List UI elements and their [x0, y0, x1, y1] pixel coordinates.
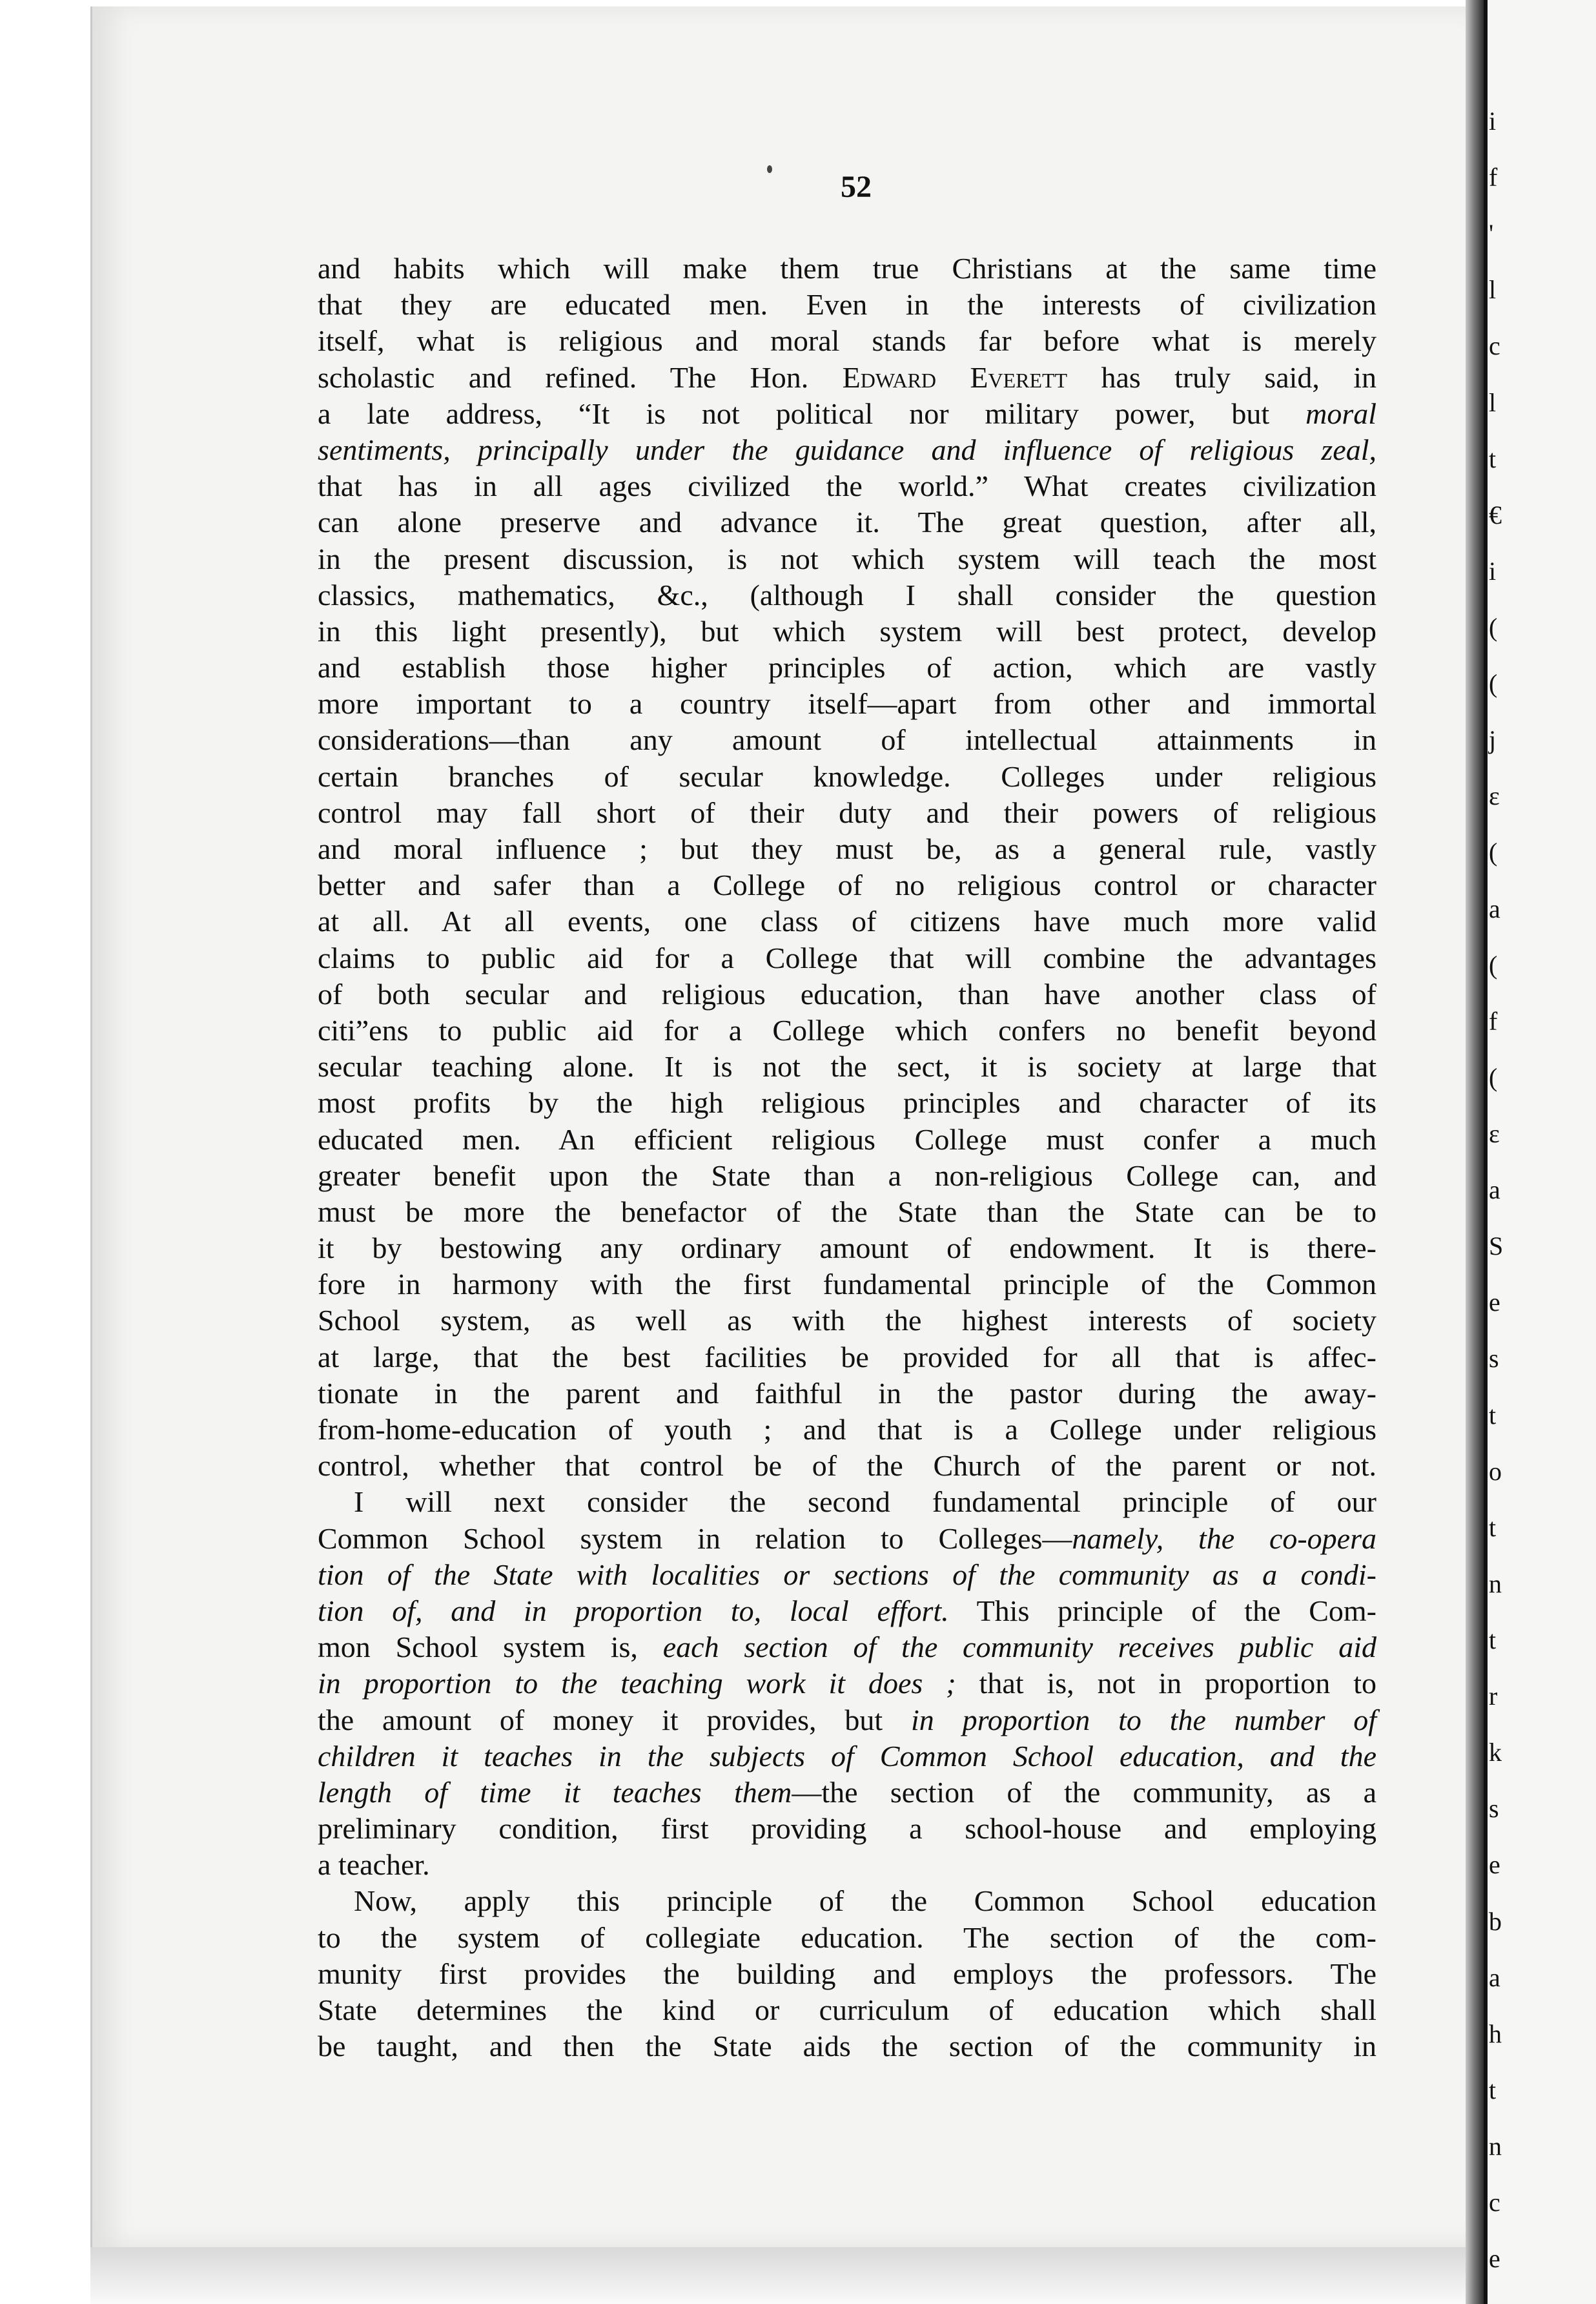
- facing-page-fragment: t: [1489, 1400, 1497, 1430]
- text-line: [318, 1557, 1376, 1593]
- text-line: [318, 1302, 1376, 1339]
- text-line: [318, 1521, 1376, 1557]
- facing-page-fragment: h: [1489, 2019, 1502, 2048]
- text-segment: at large, that the best facilities be provided for all that is affec-: [318, 1340, 1376, 1373]
- text-line: [318, 1920, 1376, 1956]
- text-segment: at all. At all events, one class of citizens have much more valid: [318, 905, 1376, 938]
- facing-page-fragment: i: [1489, 107, 1497, 136]
- text-line: [318, 251, 1376, 287]
- text-line: [318, 1665, 1376, 1702]
- text-line: [318, 1412, 1376, 1448]
- facing-page-fragment: n: [1489, 2131, 1502, 2161]
- text-segment: and habits which will make them true Christians at the same time: [318, 252, 1376, 285]
- text-line: [318, 1992, 1376, 2028]
- facing-page-fragment: a: [1489, 1962, 1500, 1992]
- text-line: [318, 1194, 1376, 1230]
- text-segment: Common School system in relation to Colleges—: [318, 1521, 1072, 1555]
- text-segment: This principle of the Com-: [948, 1594, 1376, 1627]
- body-text: [318, 251, 1376, 2064]
- book-gutter: [1466, 0, 1484, 2304]
- text-segment: more important to a country itself—apart from other and immortal: [318, 687, 1376, 721]
- text-line: [318, 940, 1376, 976]
- facing-page-fragment: k: [1489, 1738, 1502, 1767]
- text-segment: citi”ens to public aid for a College which confers no benefit beyond: [318, 1013, 1376, 1047]
- text-line: [318, 504, 1376, 540]
- text-line: [318, 759, 1376, 795]
- text-line: [318, 432, 1376, 468]
- facing-page-fragment: €: [1489, 500, 1502, 530]
- small-caps-text: Edward Everett: [842, 360, 1068, 394]
- text-line: [318, 287, 1376, 323]
- text-segment: in this light presently), but which system will best protect, develop: [318, 614, 1376, 648]
- text-segment: I will next consider the second fundamental principle of our: [354, 1485, 1376, 1519]
- text-segment: fore in harmony with the first fundamental principle of the Common: [318, 1268, 1376, 1301]
- facing-page-fragment: t: [1489, 2075, 1497, 2104]
- facing-page-fragment: c: [1489, 2188, 1500, 2217]
- text-line: [318, 577, 1376, 613]
- text-segment: —the section of the community, as a: [792, 1775, 1377, 1809]
- text-line: [318, 831, 1376, 867]
- facing-page-fragment: r: [1489, 1682, 1498, 1711]
- facing-page-fragment: o: [1489, 1456, 1502, 1486]
- facing-page-fragment: ε: [1489, 781, 1500, 811]
- text-segment: and moral influence ; but they must be, as a general rule, vastly: [318, 832, 1376, 865]
- text-line: [318, 468, 1376, 504]
- text-segment: that has in all ages civilized the world.” What creates civilization: [318, 469, 1376, 503]
- text-line: [318, 1230, 1376, 1266]
- text-line: [318, 1738, 1376, 1774]
- page-number: 52: [841, 170, 872, 204]
- text-line: [318, 903, 1376, 940]
- text-line: [318, 1339, 1376, 1375]
- text-line: [318, 1448, 1376, 1484]
- facing-page-fragment: ε: [1489, 1118, 1500, 1148]
- text-line: [318, 867, 1376, 903]
- italic-text: sentiments, principally under the guidance and influence of religious zeal,: [318, 433, 1376, 466]
- text-line: [318, 722, 1376, 758]
- text-segment: mon School system is,: [318, 1630, 663, 1664]
- text-line: [318, 1883, 1376, 1919]
- text-line: [318, 613, 1376, 650]
- text-line: [318, 396, 1376, 432]
- facing-page-fragment: (: [1489, 1062, 1498, 1092]
- text-segment: itself, what is religious and moral stands far before what is merely: [318, 324, 1376, 358]
- facing-page-fragment: j: [1489, 725, 1497, 755]
- text-segment: claims to public aid for a College that will combine the advantages: [318, 941, 1376, 974]
- facing-page-fragment: i: [1489, 556, 1497, 586]
- text-segment: it by bestowing any ordinary amount of endowment. It is there-: [318, 1231, 1376, 1265]
- ink-speck: [767, 165, 772, 173]
- italic-text: length of time it teaches them: [318, 1775, 792, 1809]
- italic-text: namely, the co-opera: [1072, 1521, 1376, 1555]
- italic-text: tion of, and in proportion to, local effort.: [318, 1594, 949, 1627]
- text-segment: control, whether that control be of the Church of the parent or not.: [318, 1449, 1376, 1483]
- facing-page-fragment: t: [1489, 1625, 1497, 1654]
- facing-page-fragment: e: [1489, 1288, 1500, 1317]
- text-segment: has truly said, in: [1067, 360, 1376, 394]
- text-segment: secular teaching alone. It is not the sect, it is society at large that: [318, 1050, 1376, 1084]
- text-segment: School system, as well as with the highest interests of society: [318, 1304, 1376, 1337]
- text-line: [318, 795, 1376, 831]
- text-segment: that they are educated men. Even in the interests of civilization: [318, 288, 1376, 322]
- facing-page-fragment: b: [1489, 1906, 1502, 1936]
- facing-page-fragment: a: [1489, 894, 1500, 923]
- text-segment: educated men. An efficient religious College must confer a much: [318, 1122, 1376, 1156]
- text-segment: to the system of collegiate education. The section of the com-: [318, 1920, 1376, 1954]
- text-segment: of both secular and religious education, than have another class of: [318, 977, 1376, 1011]
- facing-page-fragment: t: [1489, 1512, 1497, 1542]
- text-line: [318, 541, 1376, 577]
- text-line: [318, 976, 1376, 1013]
- text-segment: better and safer than a College of no religious control or character: [318, 869, 1376, 902]
- facing-page-fragment: c: [1489, 331, 1500, 361]
- text-line: [318, 1158, 1376, 1194]
- facing-page-fragment: (: [1489, 612, 1498, 642]
- text-segment: most profits by the high religious principles and character of its: [318, 1086, 1376, 1120]
- text-segment: preliminary condition, first providing a school-house and employing: [318, 1812, 1376, 1846]
- text-line: [318, 1484, 1376, 1520]
- text-line: [318, 1847, 1376, 1883]
- page-bottom-shadow: [90, 2247, 1466, 2304]
- text-line: [318, 1049, 1376, 1085]
- text-segment: be taught, and then the State aids the section of the community in: [318, 2030, 1376, 2063]
- text-line: [318, 650, 1376, 686]
- text-segment: considerations—than any amount of intellectual attainments in: [318, 723, 1376, 757]
- italic-text: in proportion to the number of: [910, 1703, 1376, 1736]
- italic-text: each section of the community receives public aid: [662, 1630, 1376, 1664]
- text-segment: the amount of money it provides, but: [318, 1703, 911, 1736]
- italic-text: tion of the State with localities or sections of the community as a condi-: [318, 1558, 1376, 1591]
- text-line: [318, 686, 1376, 722]
- facing-page-fragment: n: [1489, 1569, 1502, 1598]
- text-segment: State determines the kind or curriculum of education which shall: [318, 1993, 1376, 2026]
- text-segment: control may fall short of their duty and their powers of religious: [318, 796, 1376, 829]
- text-line: [318, 1702, 1376, 1738]
- text-line: [318, 1085, 1376, 1121]
- facing-page-fragment: f: [1489, 163, 1498, 192]
- text-segment: scholastic and refined. The Hon.: [318, 360, 843, 394]
- text-line: [318, 1629, 1376, 1665]
- facing-page-fragment: (: [1489, 669, 1498, 699]
- text-segment: classics, mathematics, &c., (although I shall consider the question: [318, 578, 1376, 612]
- facing-page-edge: [1484, 0, 1596, 2304]
- italic-text: moral: [1305, 396, 1376, 430]
- facing-page-fragment: (: [1489, 950, 1498, 980]
- facing-page-fragment: a: [1489, 1175, 1500, 1205]
- text-line: [318, 1013, 1376, 1049]
- text-line: [318, 2028, 1376, 2064]
- text-segment: that is, not in proportion to: [956, 1667, 1376, 1700]
- facing-page-fragment: s: [1489, 1344, 1499, 1373]
- facing-page-fragment: s: [1489, 1794, 1499, 1824]
- facing-page-fragment: S: [1489, 1231, 1504, 1261]
- text-segment: can alone preserve and advance it. The great question, after all,: [318, 506, 1376, 539]
- facing-page-fragment: e: [1489, 1850, 1500, 1880]
- facing-page-fragment: ': [1489, 219, 1494, 249]
- text-segment: munity first provides the building and employs the professors. The: [318, 1957, 1376, 1990]
- text-segment: in the present discussion, is not which system will teach the most: [318, 542, 1376, 575]
- text-line: [318, 1375, 1376, 1412]
- text-segment: tionate in the parent and faithful in the pastor during the away-: [318, 1376, 1376, 1410]
- facing-page-fragment: t: [1489, 444, 1497, 473]
- italic-text: in proportion to the teaching work it does ;: [318, 1667, 956, 1700]
- text-segment: from-home-education of youth ; and that is a College under religious: [318, 1413, 1376, 1446]
- text-segment: a late address, “It is not political nor military power, but: [318, 396, 1306, 430]
- facing-page-fragment: e: [1489, 2244, 1500, 2274]
- text-line: [318, 323, 1376, 359]
- text-line: [318, 1956, 1376, 1992]
- facing-page-fragment: l: [1489, 275, 1497, 305]
- italic-text: children it teaches in the subjects of Common School education, and the: [318, 1739, 1376, 1773]
- facing-page-fragment: f: [1489, 1006, 1498, 1036]
- text-line: [318, 1811, 1376, 1847]
- text-segment: a teacher.: [318, 1848, 430, 1882]
- text-segment: and establish those higher principles of action, which are vastly: [318, 651, 1376, 684]
- text-segment: greater benefit upon the State than a non-religious College can, and: [318, 1158, 1376, 1192]
- text-line: [318, 1122, 1376, 1158]
- text-segment: must be more the benefactor of the State than the State can be to: [318, 1195, 1376, 1228]
- text-line: [318, 1266, 1376, 1302]
- facing-page-fragment: (: [1489, 838, 1498, 867]
- text-line: [318, 1774, 1376, 1811]
- text-segment: Now, apply this principle of the Common School education: [354, 1884, 1376, 1918]
- text-line: [318, 360, 1376, 396]
- text-segment: certain branches of secular knowledge. Colleges under religious: [318, 759, 1376, 793]
- facing-page-fragment: l: [1489, 387, 1497, 417]
- text-line: [318, 1593, 1376, 1629]
